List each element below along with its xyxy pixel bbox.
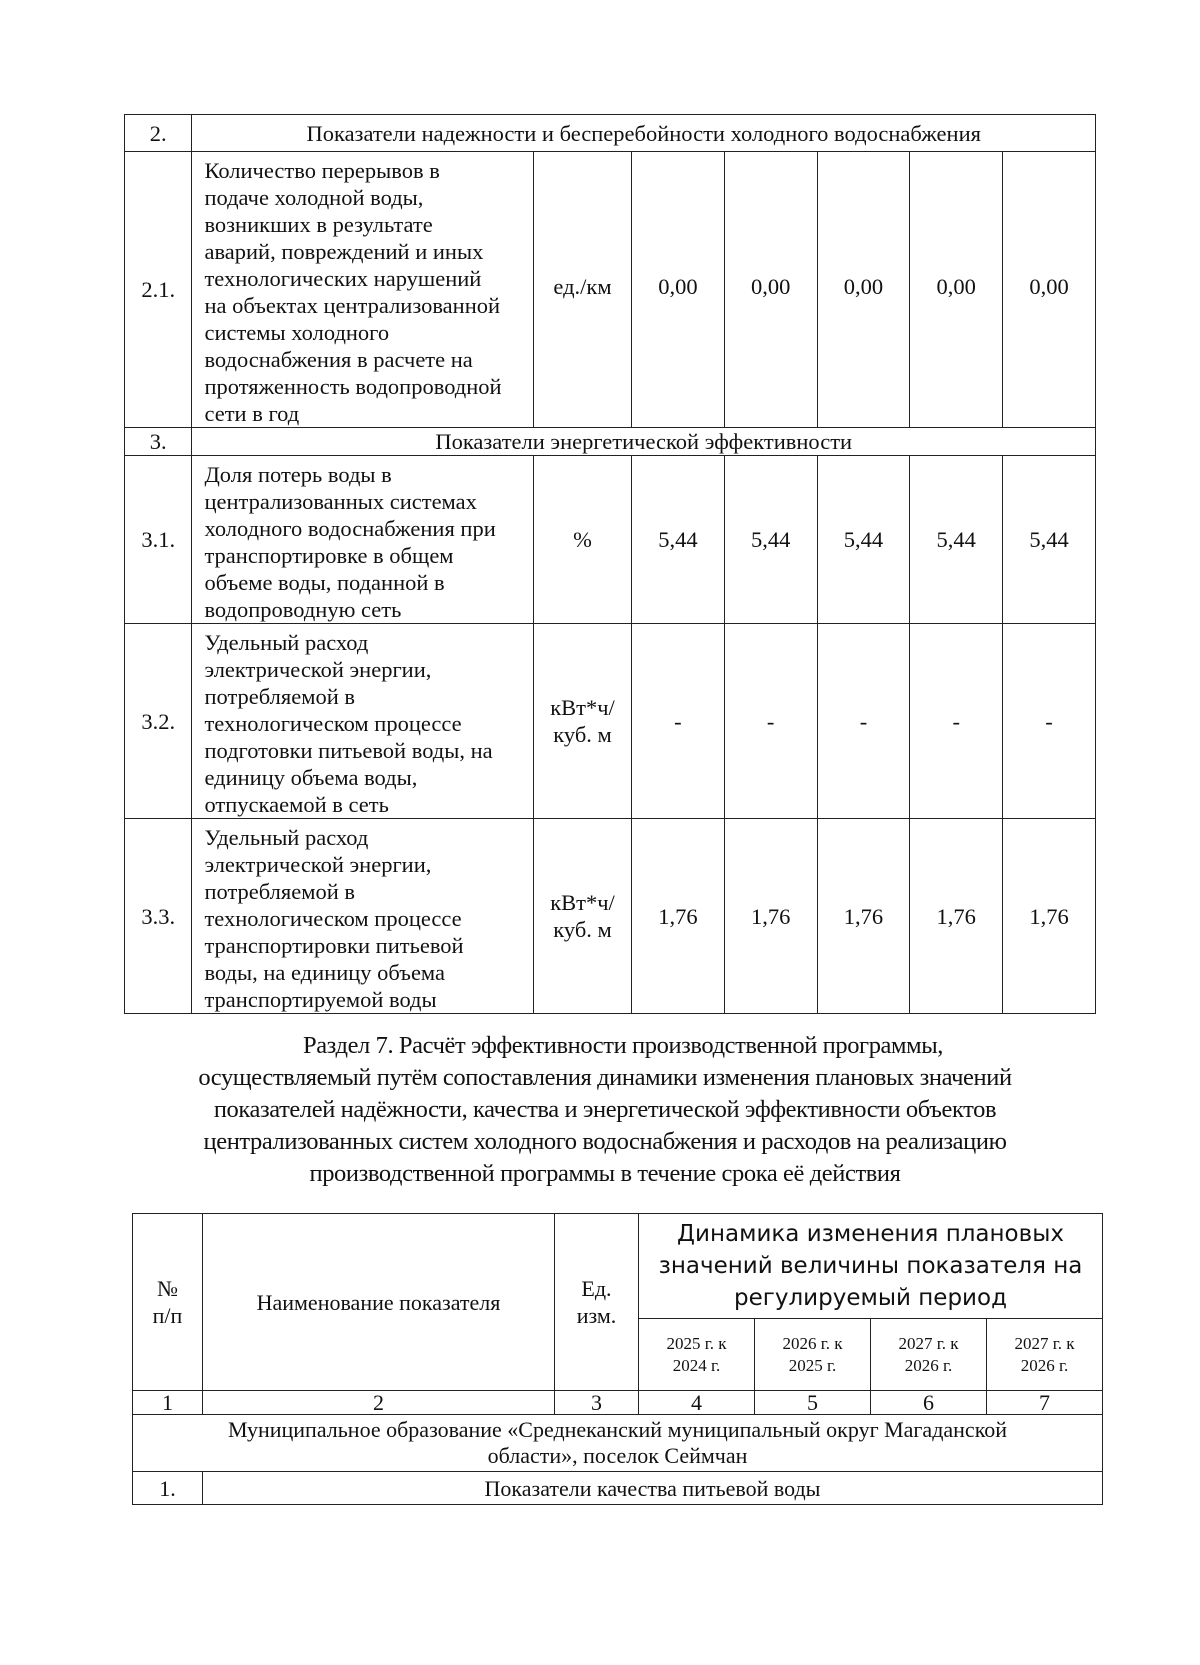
value-cell: 1,76 bbox=[632, 819, 725, 1014]
heading-line: осуществляемый путём сопоставления динамики изменения плановых значений bbox=[198, 1064, 1012, 1091]
unit: % bbox=[534, 456, 632, 624]
value-cell: 0,00 bbox=[724, 152, 817, 428]
table-row bbox=[125, 624, 1096, 819]
row-number: 3.3. bbox=[125, 819, 192, 1014]
column-number-row bbox=[133, 1391, 1103, 1415]
row-number: 2.1. bbox=[125, 152, 192, 428]
column-number: 4 bbox=[639, 1391, 755, 1415]
period-header: 2027 г. к 2026 г. bbox=[871, 1319, 987, 1391]
value-cell: - bbox=[910, 624, 1003, 819]
period-header: 2027 г. к 2026 г. bbox=[987, 1319, 1103, 1391]
table-row bbox=[125, 152, 1096, 428]
column-number: 2 bbox=[203, 1391, 555, 1415]
unit: кВт*ч/ куб. м bbox=[534, 624, 632, 819]
header-name: Наименование показателя bbox=[203, 1214, 555, 1391]
period-header: 2025 г. к 2024 г. bbox=[639, 1319, 755, 1391]
header-number: № п/п bbox=[133, 1214, 203, 1391]
section-title: Показатели надежности и бесперебойности холодного водоснабжения bbox=[192, 115, 1096, 152]
row-number: 3.1. bbox=[125, 456, 192, 624]
column-number: 1 bbox=[133, 1391, 203, 1415]
value-cell: 0,00 bbox=[817, 152, 910, 428]
heading-line: показателей надёжности, качества и энергетической эффективности объектов bbox=[213, 1096, 997, 1123]
value-cell: - bbox=[817, 624, 910, 819]
value-cell: 0,00 bbox=[1003, 152, 1096, 428]
value-cell: 1,76 bbox=[910, 819, 1003, 1014]
municipality-title: Муниципальное образование «Среднеканский муниципальный округ Магаданской области», поселок Сеймчан bbox=[133, 1415, 1103, 1472]
header-unit: Ед. изм. bbox=[555, 1214, 639, 1391]
dynamics-table bbox=[132, 1213, 1103, 1505]
section-number: 2. bbox=[125, 115, 192, 152]
heading-line: производственной программы в течение срока её действия bbox=[309, 1160, 901, 1187]
value-cell: 5,44 bbox=[817, 456, 910, 624]
column-number: 3 bbox=[555, 1391, 639, 1415]
heading-line: Раздел 7. Расчёт эффективности производственной программы, bbox=[302, 1032, 944, 1059]
table-row bbox=[125, 456, 1096, 624]
value-cell: 1,76 bbox=[724, 819, 817, 1014]
value-cell: - bbox=[632, 624, 725, 819]
section-heading bbox=[150, 1030, 1060, 1190]
heading-line: централизованных систем холодного водоснабжения и расходов на реализацию bbox=[203, 1128, 1007, 1155]
period-header: 2026 г. к 2025 г. bbox=[755, 1319, 871, 1391]
value-cell: 0,00 bbox=[632, 152, 725, 428]
column-number: 6 bbox=[871, 1391, 987, 1415]
value-cell: 1,76 bbox=[817, 819, 910, 1014]
unit: кВт*ч/ куб. м bbox=[534, 819, 632, 1014]
indicators-table bbox=[124, 114, 1096, 1014]
indicator-name: Удельный расход электрической энергии, потребляемой в технологическом процессе транспортировки питьевой воды, на единицу объема транспортируемой воды bbox=[192, 819, 534, 1014]
section-title: Показатели качества питьевой воды bbox=[203, 1472, 1103, 1505]
column-number: 5 bbox=[755, 1391, 871, 1415]
value-cell: 5,44 bbox=[1003, 456, 1096, 624]
indicator-name: Доля потерь воды в централизованных системах холодного водоснабжения при транспортировке в общем объеме воды, поданной в водопроводную сеть bbox=[192, 456, 534, 624]
value-cell: 1,76 bbox=[1003, 819, 1096, 1014]
row-number: 3.2. bbox=[125, 624, 192, 819]
section-title: Показатели энергетической эффективности bbox=[192, 428, 1096, 456]
value-cell: 5,44 bbox=[724, 456, 817, 624]
section-number: 3. bbox=[125, 428, 192, 456]
section-row bbox=[133, 1472, 1103, 1505]
indicator-name: Количество перерывов в подаче холодной воды, возникших в результате аварий, повреждений и иных технологических нарушений на объектах централизованной системы холодного водоснабжения в расчете на протяженность водопроводной сети в год bbox=[192, 152, 534, 428]
header-row bbox=[133, 1214, 1103, 1319]
value-cell: - bbox=[1003, 624, 1096, 819]
section-row bbox=[125, 115, 1096, 152]
section-number: 1. bbox=[133, 1472, 203, 1505]
value-cell: 0,00 bbox=[910, 152, 1003, 428]
header-dynamics: Динамика изменения плановых значений величины показателя на регулируемый период bbox=[639, 1214, 1103, 1319]
unit: ед./км bbox=[534, 152, 632, 428]
indicator-name: Удельный расход электрической энергии, потребляемой в технологическом процессе подготовки питьевой воды, на единицу объема воды, отпускаемой в сеть bbox=[192, 624, 534, 819]
municipality-row bbox=[133, 1415, 1103, 1472]
value-cell: - bbox=[724, 624, 817, 819]
section-row bbox=[125, 428, 1096, 456]
value-cell: 5,44 bbox=[910, 456, 1003, 624]
value-cell: 5,44 bbox=[632, 456, 725, 624]
table-row bbox=[125, 819, 1096, 1014]
column-number: 7 bbox=[987, 1391, 1103, 1415]
